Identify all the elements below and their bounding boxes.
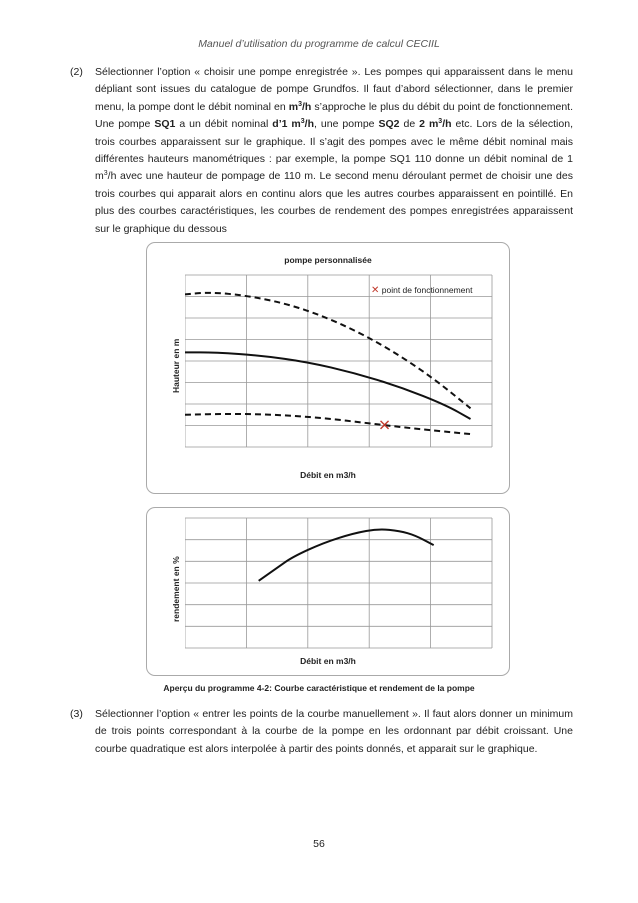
chart-2-ylabel: rendement en % xyxy=(171,556,181,622)
chart-2-plot xyxy=(185,516,495,652)
legend-label: point de fonctionnement xyxy=(381,285,473,295)
list-item-2 xyxy=(70,64,573,238)
figure-caption: Aperçu du programme 4-2: Courbe caractéristique et rendement de la pompe xyxy=(163,683,475,693)
chart-1-title: pompe personnalisée xyxy=(284,255,372,265)
chart-2-frame xyxy=(146,507,510,676)
series-line-1 xyxy=(259,530,434,581)
chart-1-legend xyxy=(371,285,473,296)
chart-1-frame xyxy=(146,242,510,494)
list-item-3 xyxy=(70,706,573,758)
item-number: (2) xyxy=(70,66,83,78)
chart-1-ylabel: Hauteur en m xyxy=(171,338,181,393)
chart-2-xlabel: Débit en m3/h xyxy=(300,656,356,666)
item-2-text: Sélectionner l’option « choisir une pompe enregistrée ». Les pompes qui apparaissent dans le menu dépliant sont issues du catalogue de pompe Grundfos. Il faut d’abord sélectionner, dans le premier menu, la pompe dont le débit nominal en $m^3/h$ s’approche le plus du débit du point de fonctionnement. Une pompe SQ1 a un débit nominal d’1 $m^3/h$, une pompe SQ2 de 2 $m^3/h$ etc. Lors de la sélection, trois courbes apparaissent sur le graphique. Il s’agit des pompes avec le même débit nominal mais différentes hauteurs manométriques : par exemple, la pompe SQ1 110 donne un débit nominal de 1 $m^3/h$ avec une hauteur de pompage de 110 m. Le second menu déroulant permet de choisir une des trois courbes qui apparait alors en continu alors que les autres courbes apparaissent en pointillé. En plus des courbes caractéristiques, les courbes de rendement des pompes enregistrées apparaissent sur le graphique du dessous xyxy=(95,66,573,235)
item-3-text: Sélectionner l’option « entrer les points de la courbe manuellement ». Il faut alors donner un minimum de trois points correspondant à la courbe de la pompe en les ordonnant par débit croissant. Une courbe quadratique est alors interpolée à partir des points donnés, et apparait sur le graphique. xyxy=(95,708,573,755)
chart-1-plot xyxy=(185,273,495,453)
grid xyxy=(185,275,492,447)
page-header: Manuel d’utilisation du programme de calcul CECIIL xyxy=(198,38,440,50)
item-number: (3) xyxy=(70,708,83,720)
series-line-1 xyxy=(185,293,471,408)
series-line-3 xyxy=(185,414,471,434)
series-line-2 xyxy=(185,352,471,419)
legend-marker-icon: ✕ xyxy=(371,285,380,296)
chart-1-xlabel: Débit en m3/h xyxy=(300,470,356,480)
page-number: 56 xyxy=(313,838,325,850)
